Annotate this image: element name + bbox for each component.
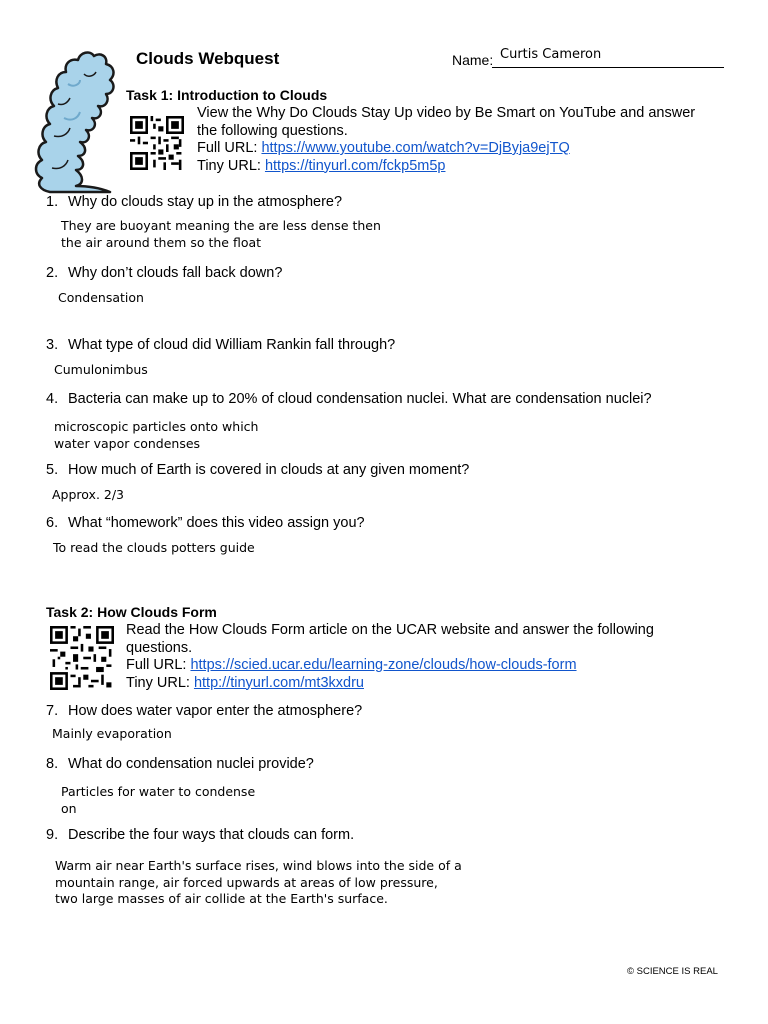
task1-full-url-row: [197, 140, 695, 158]
answer-line: Mainly evaporation: [52, 726, 172, 741]
answer-3: [54, 362, 148, 379]
answer-line: the air around them so the float: [61, 234, 262, 250]
tiny-url-label: Tiny URL:: [197, 157, 265, 174]
name-field-line: [492, 67, 724, 68]
tiny-url-label: Tiny URL:: [126, 674, 194, 691]
question-5: [46, 462, 469, 478]
question-text: Why don’t clouds fall back down?: [68, 265, 283, 281]
answer-line: Particles for water to condense: [61, 784, 256, 799]
qr-code-icon: [50, 626, 114, 690]
task1-title: Task 1: Introduction to Clouds: [126, 87, 328, 103]
task1-instructions-line: the following questions.: [197, 122, 348, 139]
task2-full-url-row: [126, 657, 654, 675]
question-number: 1.: [46, 194, 59, 210]
question-number: 6.: [46, 515, 59, 531]
answer-line: They are buoyant meaning the are less dense then: [61, 218, 381, 233]
question-number: 8.: [46, 756, 59, 772]
answer-7: [52, 726, 172, 743]
task2-tiny-url-link[interactable]: http://tinyurl.com/mt3kxdru: [193, 674, 364, 691]
question-text: Why do clouds stay up in the atmosphere?: [68, 194, 343, 210]
question-number: 7.: [46, 703, 59, 719]
task2-instructions-line: questions.: [126, 639, 193, 656]
full-url-label: Full URL:: [197, 140, 262, 156]
answer-5: [52, 487, 124, 504]
question-3: [46, 337, 395, 353]
question-2: [46, 265, 282, 281]
question-8: [46, 756, 314, 772]
task1-tiny-url-link[interactable]: https://tinyurl.com/fckp5m5p: [264, 157, 446, 174]
question-4: [46, 391, 652, 407]
copyright-footer: © SCIENCE IS REAL: [627, 966, 718, 977]
task2-title: Task 2: How Clouds Form: [46, 604, 217, 620]
answer-line: Condensation: [58, 290, 144, 305]
full-url-label: Full URL:: [126, 657, 191, 673]
answer-8: [61, 784, 255, 817]
question-number: 5.: [46, 462, 59, 478]
question-number: 2.: [46, 265, 59, 281]
answer-4: [54, 419, 258, 452]
question-number: 3.: [46, 337, 59, 353]
answer-6: [53, 540, 255, 557]
task1-full-url-link[interactable]: https://www.youtube.com/watch?v=DjByja9ejTQ: [261, 140, 570, 156]
answer-line: microscopic particles onto which: [54, 419, 259, 434]
answer-line: Cumulonimbus: [54, 362, 148, 377]
answer-line: water vapor condenses: [54, 435, 201, 451]
question-7: [46, 703, 362, 719]
task1-instructions-line: View the Why Do Clouds Stay Up video by Be Smart on YouTube and answer: [197, 105, 696, 121]
question-text: What do condensation nuclei provide?: [68, 756, 314, 772]
question-1: [46, 194, 342, 210]
question-9: [46, 827, 354, 843]
task2-full-url-link[interactable]: https://scied.ucar.edu/learning-zone/clouds/how-clouds-form: [190, 657, 577, 673]
task1-instructions: [197, 105, 695, 175]
answer-line: Approx. 2/3: [52, 487, 125, 502]
name-field-value: Curtis Cameron: [500, 47, 602, 62]
answer-line: mountain range, air forced upwards at areas of low pressure,: [55, 874, 438, 890]
task2-instructions-line: Read the How Clouds Form article on the UCAR website and answer the following: [126, 622, 654, 638]
task1-tiny-url-row: [197, 158, 695, 176]
question-text: How much of Earth is covered in clouds at any given moment?: [68, 462, 470, 478]
answer-line: To read the clouds potters guide: [53, 540, 255, 555]
question-text: What “homework” does this video assign you?: [68, 515, 365, 531]
question-text: What type of cloud did William Rankin fall through?: [68, 337, 396, 353]
answer-9: [55, 858, 462, 908]
task2-tiny-url-row: [126, 675, 654, 693]
answer-line: two large masses of air collide at the Earth's surface.: [55, 891, 388, 906]
page-title: Clouds Webquest: [136, 49, 280, 68]
qr-code-icon: [130, 116, 184, 170]
answer-line: on: [61, 800, 77, 816]
answer-2: [58, 290, 144, 307]
answer-1: [61, 218, 381, 251]
task2-instructions: [126, 622, 654, 692]
name-label: Name:: [452, 52, 494, 68]
question-6: [46, 515, 365, 531]
question-number: 4.: [46, 391, 59, 407]
question-text: Describe the four ways that clouds can form.: [68, 827, 355, 843]
cloud-illustration-icon: [28, 44, 126, 194]
question-text: Bacteria can make up to 20% of cloud condensation nuclei. What are condensation nuclei?: [68, 391, 652, 407]
answer-line: Warm air near Earth's surface rises, wind blows into the side of a: [55, 858, 462, 873]
question-number: 9.: [46, 827, 59, 843]
question-text: How does water vapor enter the atmosphere?: [68, 703, 363, 719]
